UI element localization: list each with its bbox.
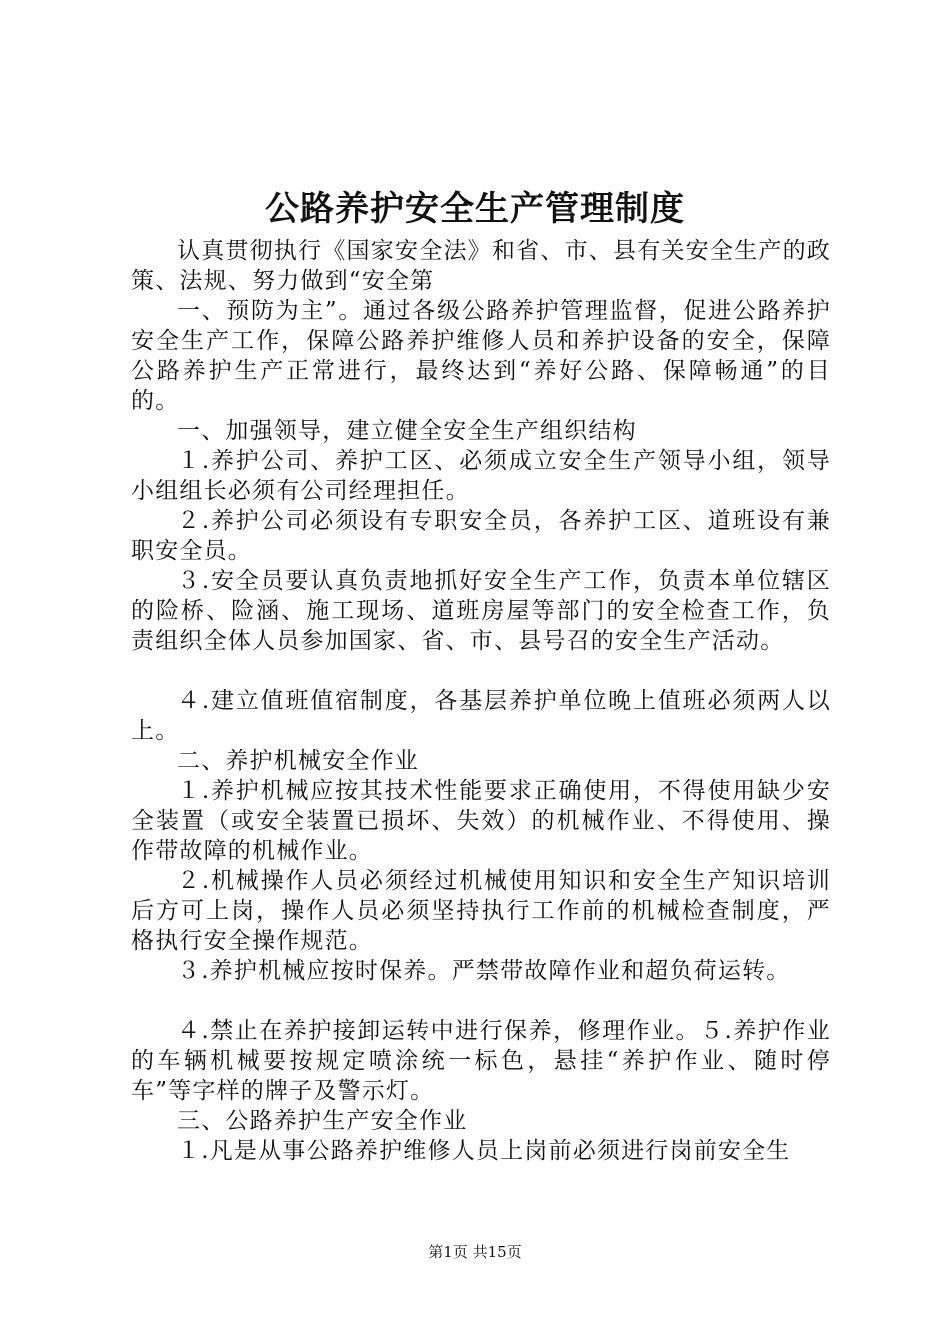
section-heading-1: 一、加强领导，建立健全安全生产组织结构 (177, 418, 637, 444)
section-heading-2: 二、养护机械安全作业 (177, 748, 419, 774)
document-body (131, 236, 831, 1166)
section-heading-3: 三、公路养护生产安全作业 (177, 1108, 468, 1134)
page-number-footer: 第1页 共15页 (428, 1243, 522, 1261)
paragraph-1-4: ４.建立值班值宿制度，各基层养护单位晚上值班必须两人以上。 (131, 688, 831, 744)
paragraph-2-1: １.养护机械应按其技术性能要求正确使用，不得使用缺少安全装置（或安全装置已损坏、失效）的机械作业、不得使用、操作带故障的机械作业。 (131, 778, 831, 864)
paragraph-intro: 认真贯彻执行《国家安全法》和省、市、县有关安全生产的政策、法规、努力做到“安全第 (131, 238, 831, 294)
paragraph-3-1: １.凡是从事公路养护维修人员上岗前必须进行岗前安全生 (177, 1138, 791, 1164)
paragraph-1-2: ２.养护公司必须设有专职安全员，各养护工区、道班设有兼职安全员。 (131, 508, 831, 564)
paragraph-2-2: ２.机械操作人员必须经过机械使用知识和安全生产知识培训后方可上岗，操作人员必须坚持执行工作前的机械检查制度，严格执行安全操作规范。 (131, 868, 831, 954)
paragraph-2-4: ４.禁止在养护接卸运转中进行保养，修理作业。５.养护作业的车辆机械要按规定喷涂统一标色，悬挂“养护作业、随时停车”等字样的牌子及警示灯。 (131, 1018, 831, 1104)
document-title: 公路养护安全生产管理制度 (265, 189, 685, 229)
paragraph-purpose: 一、预防为主”。通过各级公路养护管理监督，促进公路养护安全生产工作，保障公路养护维修人员和养护设备的安全，保障公路养护生产正常进行，最终达到“养好公路、保障畅通”的目的。 (131, 298, 831, 414)
paragraph-1-3: ３.安全员要认真负责地抓好安全生产工作，负责本单位辖区的险桥、险涵、施工现场、道班房屋等部门的安全检查工作，负责组织全体人员参加国家、省、市、县号召的安全生产活动。 (131, 568, 831, 654)
paragraph-1-1: １.养护公司、养护工区、必须成立安全生产领导小组，领导小组组长必须有公司经理担任。 (131, 448, 831, 504)
paragraph-2-3: ３.养护机械应按时保养。严禁带故障作业和超负荷运转。 (177, 958, 791, 984)
